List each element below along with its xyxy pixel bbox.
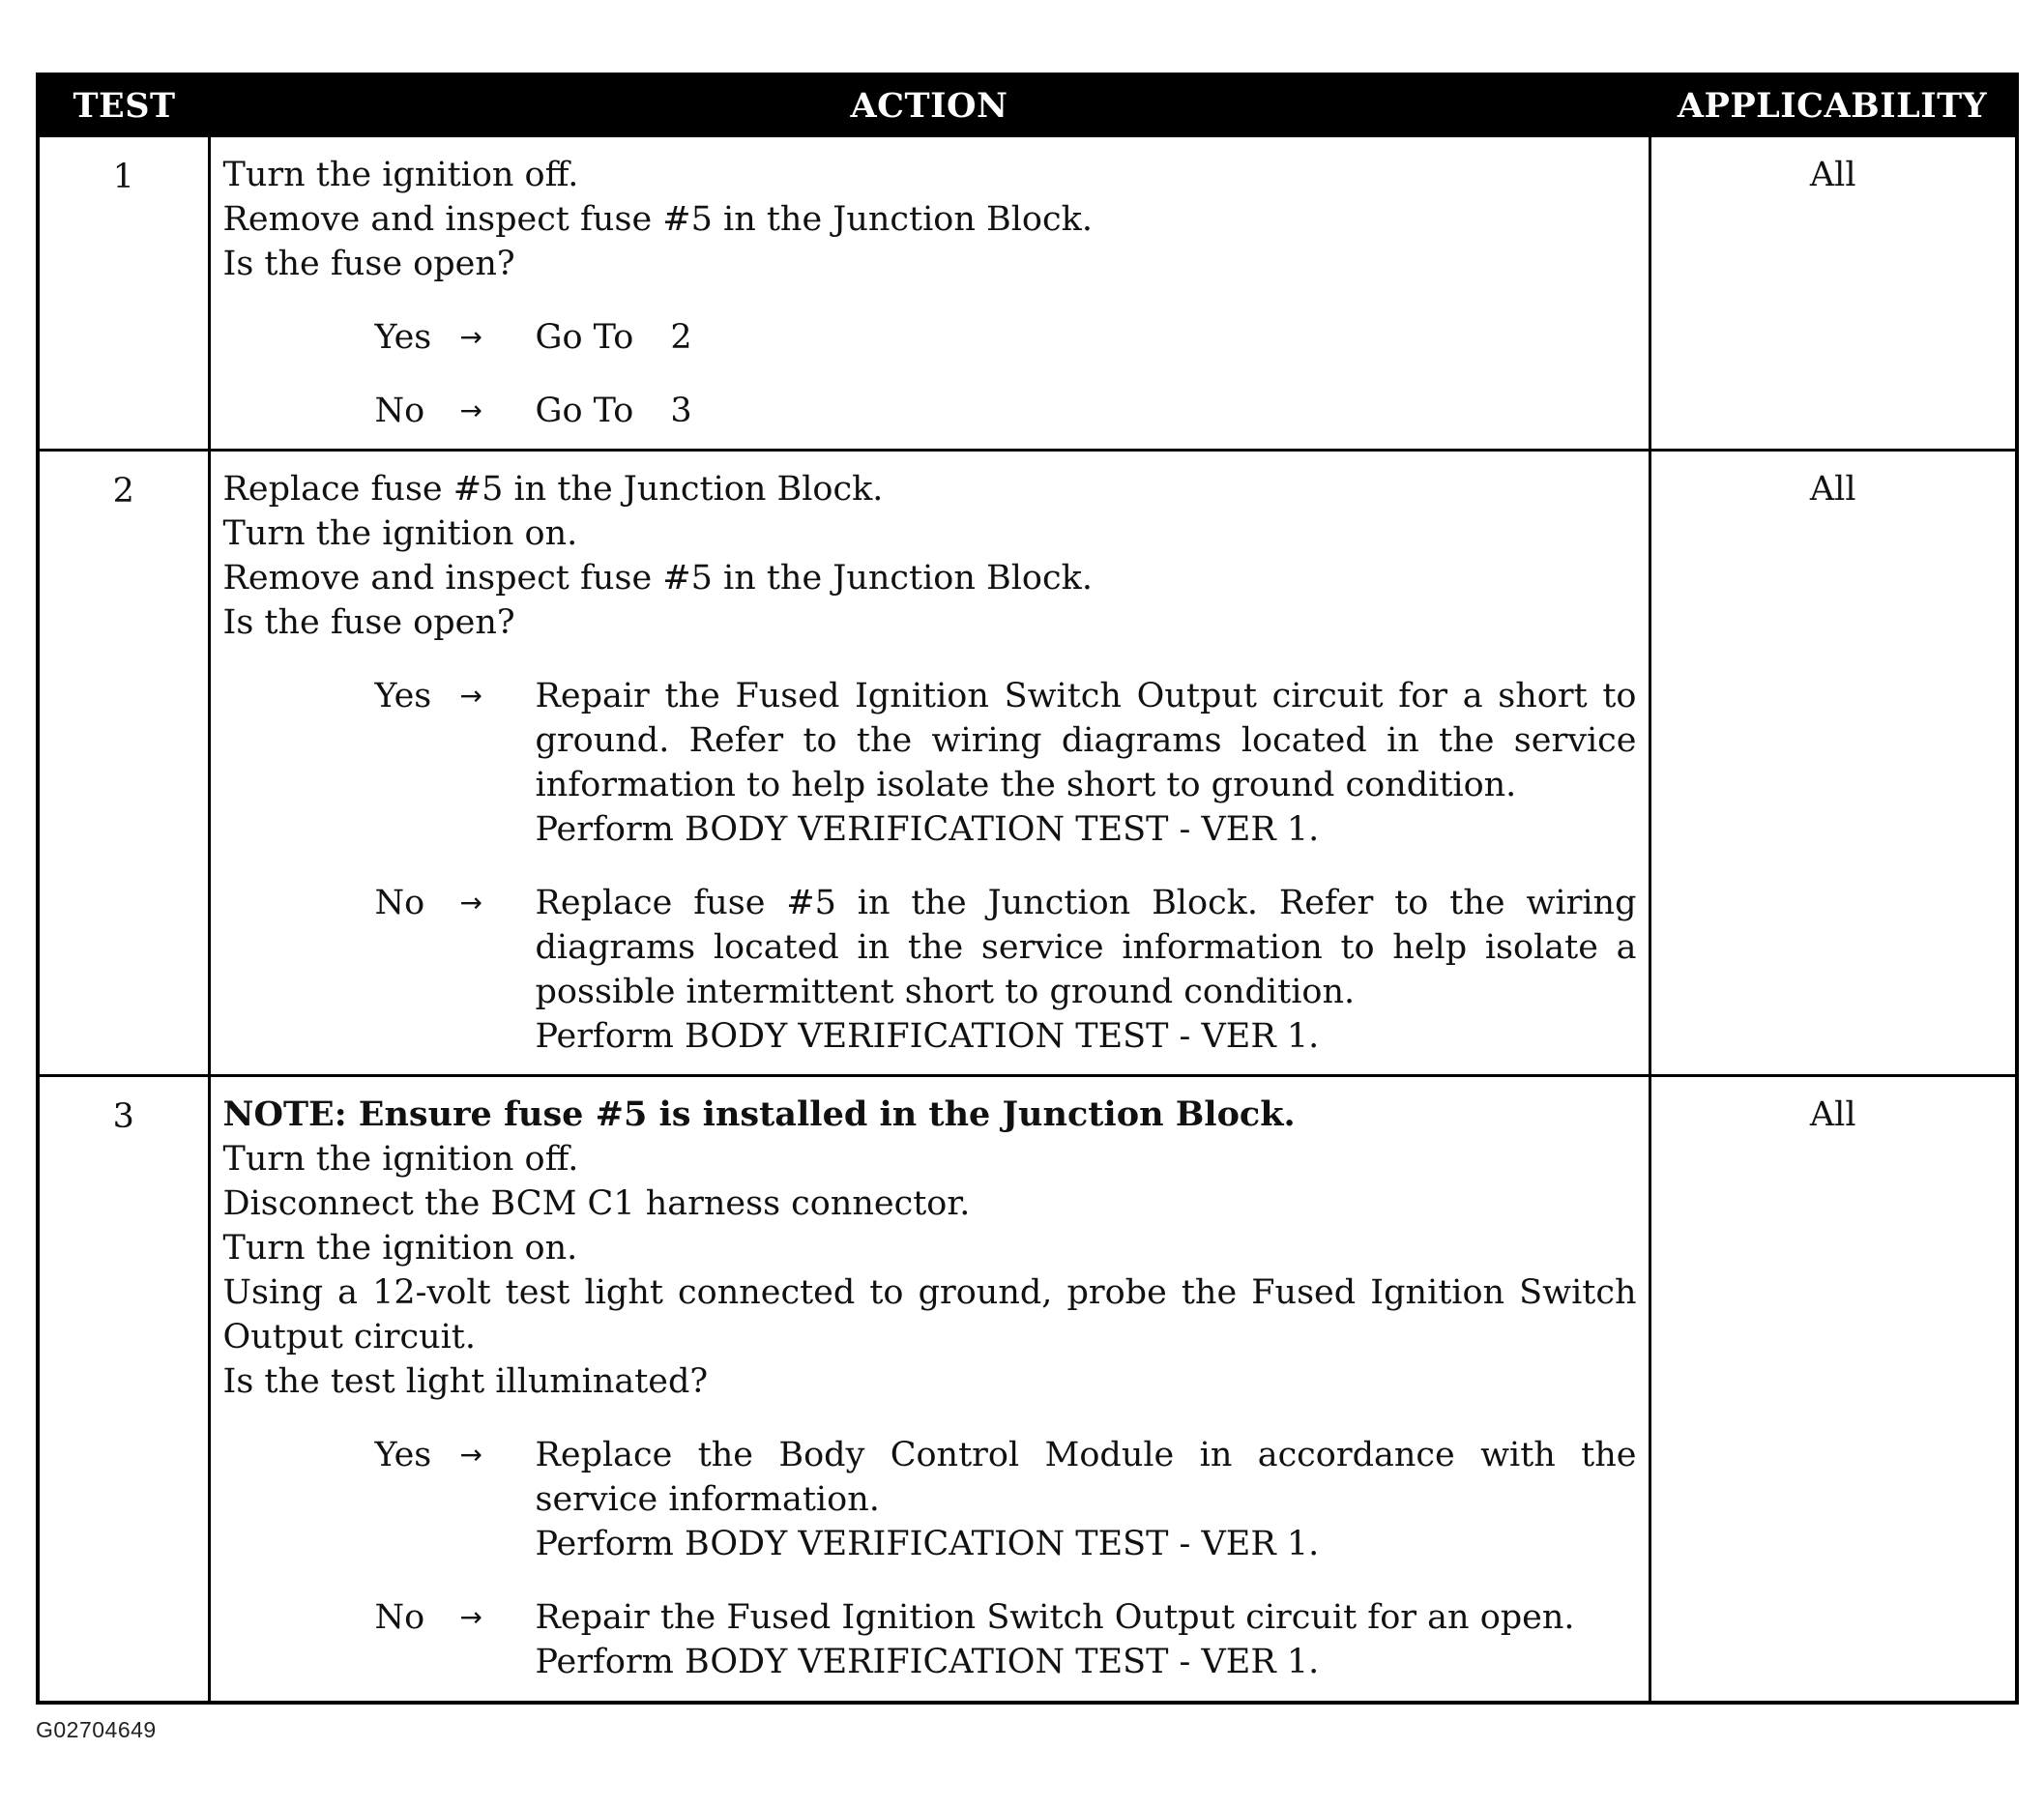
right-arrow-icon: →	[459, 321, 482, 353]
question-text: Is the test light illuminated?	[222, 1362, 709, 1401]
question-text: Is the fuse open?	[222, 603, 515, 642]
outcome-instruction: Replace the Body Control Module in accordance with the service information.	[535, 1436, 1637, 1519]
action-cell	[209, 1076, 1650, 1703]
step-text: Remove and inspect fuse #5 in the Junction Block.	[222, 559, 1093, 598]
step-text: Turn the ignition off.	[222, 1140, 579, 1179]
verification-link[interactable]: Perform BODY VERIFICATION TEST - VER 1.	[535, 1017, 1320, 1056]
outcomes	[223, 315, 1637, 433]
applicability-cell: All	[1650, 136, 2017, 451]
right-arrow-icon: →	[459, 1439, 482, 1471]
table-row	[38, 1076, 2017, 1703]
action-cell	[209, 136, 1650, 451]
header-action: ACTION	[209, 74, 1650, 136]
verification-link[interactable]: Perform BODY VERIFICATION TEST - VER 1.	[535, 1525, 1320, 1563]
answer-label: No	[374, 1598, 425, 1637]
outcome-yes	[223, 315, 1637, 360]
answer-label: No	[374, 884, 425, 922]
outcome-yes	[223, 1433, 1637, 1566]
verification-link[interactable]: Perform BODY VERIFICATION TEST - VER 1.	[535, 1643, 1320, 1681]
outcome-instruction: Replace fuse #5 in the Junction Block. Refer to the wiring diagrams located in the service information to help isolate a possible intermittent short to ground condition.	[535, 884, 1637, 1011]
goto-label: Go To	[535, 392, 634, 430]
goto-test-link[interactable]: 3	[670, 392, 692, 430]
step-text: Turn the ignition on.	[222, 514, 578, 553]
right-arrow-icon: →	[459, 680, 482, 712]
step-text: Replace fuse #5 in the Junction Block.	[222, 470, 884, 509]
outcome-result	[536, 1433, 1637, 1566]
header-applicability: APPLICABILITY	[1650, 74, 2017, 136]
step-text: Turn the ignition off.	[222, 156, 579, 194]
note-text: NOTE: Ensure fuse #5 is installed in the Junction Block.	[222, 1094, 1296, 1134]
goto-label: Go To	[535, 318, 634, 357]
outcome-no	[223, 1595, 1637, 1684]
step-text: Turn the ignition on.	[222, 1229, 578, 1268]
right-arrow-icon: →	[459, 1601, 482, 1633]
answer-label: Yes	[374, 677, 432, 715]
verification-link[interactable]: Perform BODY VERIFICATION TEST - VER 1.	[535, 810, 1320, 849]
outcome-instruction: Repair the Fused Ignition Switch Output circuit for an open.	[535, 1598, 1575, 1637]
answer-label: Yes	[374, 1436, 432, 1474]
table-header-row	[38, 74, 2017, 136]
table-row	[38, 451, 2017, 1076]
right-arrow-icon: →	[459, 887, 482, 919]
test-number: 3	[38, 1076, 209, 1703]
outcome-result	[536, 1595, 1637, 1684]
table-row	[38, 136, 2017, 451]
step-text: Disconnect the BCM C1 harness connector.	[222, 1184, 971, 1223]
step-text: Remove and inspect fuse #5 in the Junction Block.	[222, 200, 1093, 239]
header-test: TEST	[38, 74, 209, 136]
goto-test-link[interactable]: 2	[670, 318, 692, 357]
outcome-instruction: Repair the Fused Ignition Switch Output circuit for a short to ground. Refer to the wiring diagrams located in the service information to help isolate the short to ground condition.	[535, 677, 1637, 804]
outcome-result	[536, 881, 1637, 1059]
outcomes	[223, 1433, 1637, 1684]
answer-label: Yes	[374, 318, 432, 357]
outcome-result	[536, 674, 1637, 852]
outcome-result	[536, 315, 1637, 360]
diagnostic-test-table	[36, 73, 2019, 1705]
action-cell	[209, 451, 1650, 1076]
outcome-result	[536, 389, 1637, 433]
test-number: 1	[38, 136, 209, 451]
outcome-no	[223, 881, 1637, 1059]
test-number: 2	[38, 451, 209, 1076]
diagnostic-document	[36, 73, 2015, 1705]
right-arrow-icon: →	[459, 394, 482, 426]
applicability-cell: All	[1650, 1076, 2017, 1703]
outcome-no	[223, 389, 1637, 433]
outcomes	[223, 674, 1637, 1059]
applicability-cell: All	[1650, 451, 2017, 1076]
question-text: Is the fuse open?	[222, 245, 515, 283]
outcome-yes	[223, 674, 1637, 852]
figure-id: G02704649	[36, 1717, 157, 1742]
step-text: Using a 12-volt test light connected to ground, probe the Fused Ignition Switch Output circuit.	[222, 1273, 1637, 1356]
answer-label: No	[374, 392, 425, 430]
